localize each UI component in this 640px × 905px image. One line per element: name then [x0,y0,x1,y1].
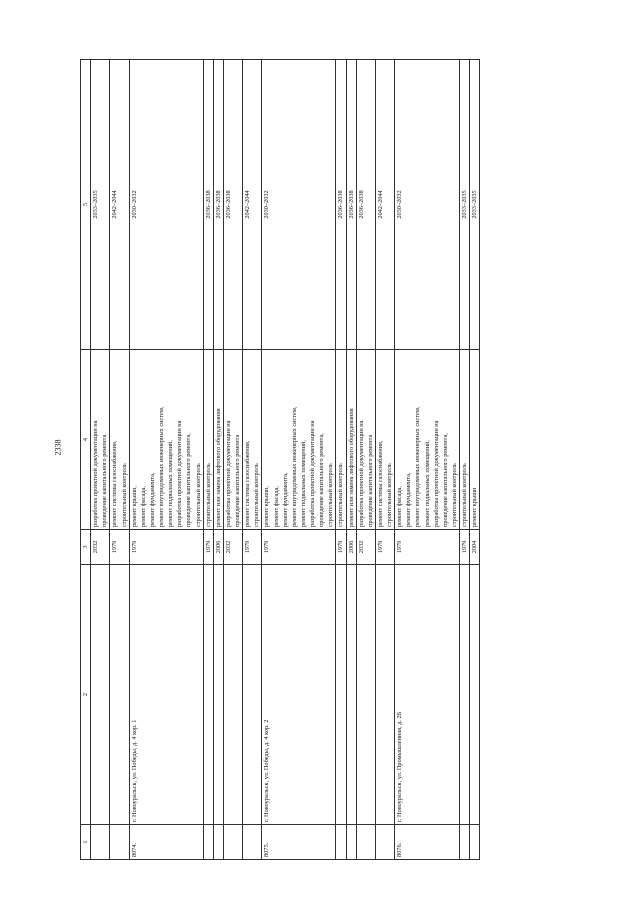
table-row [356,60,375,860]
address-cell: г. Новоуральск, ул. Победы, д. 4 кор. 1 [129,565,203,825]
work-line: ремонт подвальных помещений, [167,440,175,527]
work-line: разработка проектной документации на [432,420,440,527]
period-cell: 2030–2032 [395,60,460,350]
work-line: разработка проектной документации на [309,420,316,527]
period-cell: 2036–2038 [223,60,242,350]
work-line: строительный контроль [120,463,128,527]
address-cell [213,565,223,825]
work-line: разработка проектной документации на [224,420,232,527]
table-row [91,60,110,860]
year-cell: 1979 [110,530,129,565]
year-cell: 1979 [375,530,394,565]
work-line: разработка проектной документации на [357,420,365,527]
header-col-1: 1 [81,825,91,860]
work-line: ремонт внутридомовых инженерных систем, [414,406,422,527]
work-types-cell [213,350,223,530]
work-line: строительный контроль [327,463,335,527]
address-cell [375,565,394,825]
page-number: 2338 [53,439,63,456]
work-types-cell [262,350,336,530]
work-line: проведение капитального ремонта [101,434,109,527]
work-types-cell [356,350,375,530]
work-line: проведение капитального ремонта, [318,433,326,527]
table-row [262,60,336,860]
work-line: ремонт или замена лифтового оборудования [347,408,355,527]
period-cell: 2033–2035 [91,60,110,350]
address-cell: г. Новоуральск, ул. Промышленная, д. 2Б [395,565,460,825]
table-row [470,60,480,860]
work-types-cell [470,350,480,530]
work-line: проведение капитального ремонта, [185,433,193,527]
table-row [129,60,203,860]
work-types-cell [110,350,129,530]
table-row [336,60,346,860]
table-container [80,85,600,860]
year-cell: 2006 [213,530,223,565]
work-line: ремонт фундамента, [405,472,413,527]
year-cell: 1979 [336,530,346,565]
address-cell [203,565,213,825]
work-line: ремонт крыши [471,487,479,527]
work-types-cell [336,350,346,530]
period-cell: 2036–2038 [336,60,346,350]
work-line: ремонт системы газоснабжения, [111,440,119,527]
work-types-cell [346,350,356,530]
period-cell: 2036–2038 [203,60,213,350]
row-number-cell [203,825,213,860]
address-cell [460,565,470,825]
table-row [243,60,262,860]
row-number-cell [470,825,480,860]
address-cell [470,565,480,825]
work-line: ремонт или замена лифтового оборудования [214,408,222,527]
row-number-cell [243,825,262,860]
row-number-cell: 8074. [129,825,203,860]
work-line: ремонт крыши, [263,485,271,527]
year-cell: 1979 [460,530,470,565]
table-row [346,60,356,860]
header-col-5: 5 [81,60,91,350]
year-cell: 2004 [470,530,480,565]
row-number-cell [336,825,346,860]
work-line: ремонт системы газоснабжения, [244,440,252,527]
work-types-cell [91,350,110,530]
header-col-4: 4 [81,350,91,530]
work-line: ремонт подвальных помещений, [299,440,307,527]
address-cell [356,565,375,825]
work-types-cell [395,350,460,530]
year-cell: 1979 [395,530,460,565]
row-number-cell [460,825,470,860]
header-col-2: 2 [81,565,91,825]
work-line: проведение капитального ремонта [366,434,374,527]
work-types-cell [223,350,242,530]
table-row [460,60,470,860]
work-line: разработка проектной документации на [92,420,100,527]
table-row [395,60,460,860]
work-types-cell [375,350,394,530]
header-row [81,60,91,860]
year-cell: 2032 [223,530,242,565]
work-line: разработка проектной документации на [176,420,184,527]
row-number-cell [91,825,110,860]
work-line: ремонт крыши, [130,485,138,527]
work-line: ремонт фасада, [139,486,147,527]
year-cell: 1979 [243,530,262,565]
address-cell [110,565,129,825]
work-line: ремонт подвальных помещений, [423,440,431,527]
row-number-cell [223,825,242,860]
row-number-cell: 8076. [395,825,460,860]
period-cell: 2042–2044 [243,60,262,350]
work-types-cell [243,350,262,530]
address-cell [336,565,346,825]
row-number-cell [375,825,394,860]
period-cell: 2042–2044 [110,60,129,350]
repair-schedule-table [80,59,480,860]
work-line: ремонт внутридомовых инженерных систем, [290,406,298,527]
work-line: ремонт фасада, [396,486,404,527]
period-cell: 2033–2035 [470,60,480,350]
work-line: строительный контроль [253,463,261,527]
row-number-cell [213,825,223,860]
work-line: строительный контроль [204,463,212,527]
work-line: строительный контроль [461,463,468,527]
period-cell: 2042–2044 [375,60,394,350]
period-cell: 2033–2035 [460,60,470,350]
work-types-cell [203,350,213,530]
work-line: ремонт фасада, [272,486,280,527]
work-line: проведение капитального ремонта, [441,433,449,527]
address-cell [223,565,242,825]
row-number-cell [356,825,375,860]
work-line: строительный контроль [386,463,393,527]
table-row [223,60,242,860]
work-line: строительный контроль [194,463,202,527]
table-row [375,60,394,860]
table-body [91,60,480,860]
address-cell [346,565,356,825]
row-number-cell [346,825,356,860]
row-number-cell: 8075. [262,825,336,860]
address-cell: г. Новоуральск, ул. Победы, д. 4 кор. 2 [262,565,336,825]
row-number-cell [110,825,129,860]
year-cell: 2032 [356,530,375,565]
period-cell: 2036–2038 [213,60,223,350]
table-row [213,60,223,860]
period-cell: 2036–2038 [356,60,375,350]
work-line: проведение капитального ремонта [234,434,241,527]
work-line: ремонт фундамента, [148,472,156,527]
year-cell: 2032 [91,530,110,565]
table-row [110,60,129,860]
year-cell: 2006 [346,530,356,565]
year-cell: 1979 [203,530,213,565]
year-cell: 1979 [262,530,336,565]
work-line: строительный контроль [337,463,345,527]
period-cell: 2030–2032 [262,60,336,350]
year-cell: 1979 [129,530,203,565]
header-col-3: 3 [81,530,91,565]
work-line: ремонт фундамента, [281,472,289,527]
work-types-cell [129,350,203,530]
period-cell: 2036–2038 [346,60,356,350]
work-types-cell [460,350,470,530]
work-line: строительный контроль [450,463,458,527]
work-line: ремонт системы газоснабжения, [376,440,384,527]
work-line: ремонт внутридомовых инженерных систем, [158,406,165,527]
address-cell [243,565,262,825]
period-cell: 2030–2032 [129,60,203,350]
address-cell [91,565,110,825]
table-row [203,60,213,860]
